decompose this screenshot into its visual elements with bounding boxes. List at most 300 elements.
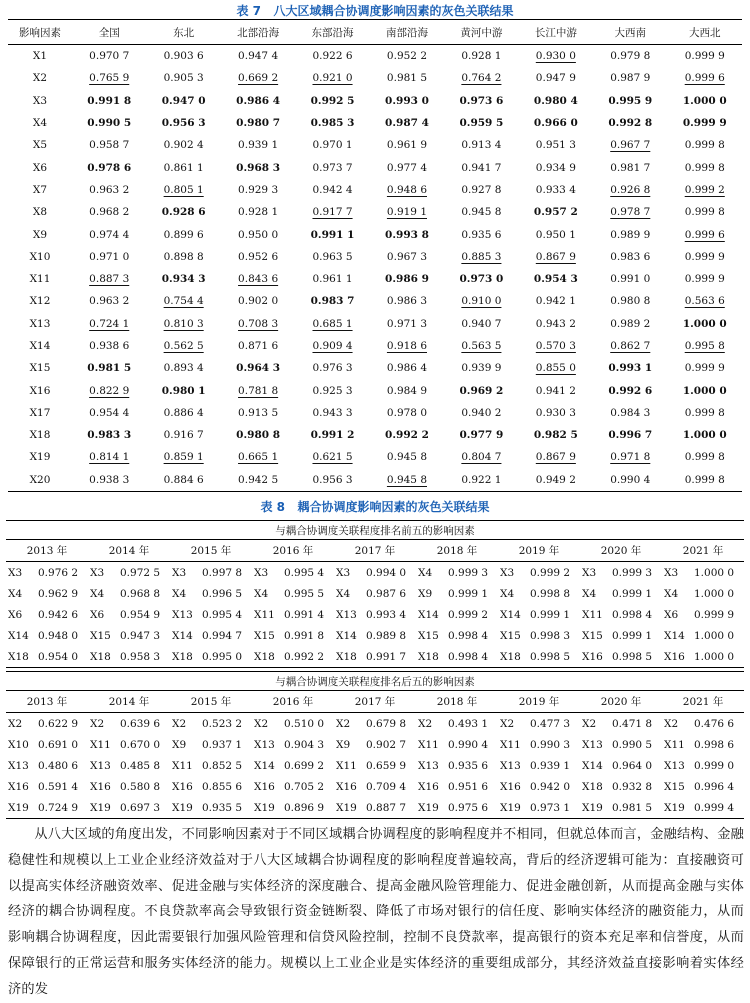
factor-label: X16 <box>254 780 275 793</box>
table-cell <box>593 402 667 424</box>
cell-value: 1.000 0 <box>682 94 727 107</box>
cell-value: 0.945 8 <box>461 206 502 219</box>
cell-value: 0.970 7 <box>89 50 130 63</box>
table-row <box>8 357 742 379</box>
cell-value: 0.999 1 <box>612 629 653 642</box>
table-cell <box>519 290 593 312</box>
cell-value: 0.947 0 <box>161 94 206 107</box>
year-header: 2017 年 <box>334 540 416 562</box>
cell-value: 0.994 0 <box>366 566 407 579</box>
table-row <box>6 734 744 755</box>
year-header: 2021 年 <box>662 691 744 713</box>
table-cell <box>146 179 220 201</box>
factor-label: X4 <box>336 587 351 600</box>
table-row <box>8 112 742 134</box>
cell-value: 1.000 0 <box>682 384 727 397</box>
year-header-row <box>6 691 744 713</box>
table-row <box>6 583 744 604</box>
cell-value: 0.998 5 <box>526 646 580 668</box>
table-cell <box>444 424 518 446</box>
table-cell <box>668 246 743 268</box>
cell-value: 0.969 2 <box>459 384 504 397</box>
cell-value: 0.976 3 <box>312 362 353 375</box>
table-cell <box>519 156 593 178</box>
table-cell <box>221 290 295 312</box>
year-header: 2016 年 <box>252 691 334 713</box>
table-row <box>6 646 744 668</box>
cell-value: 0.999 6 <box>684 228 725 241</box>
cell-value: 1.000 0 <box>694 566 735 579</box>
paragraph-text: 从八大区域的角度出发，不同影响因素对于不同区域耦合协调程度的影响程度并不相同，但就总体而言，金融结构、金融稳健性和规模以上工业企业经济效益对于八大区域耦合协调程度的影响程度普遍较高，背后的经济逻辑可能为：直接融资可以提高实体经济融资效率、促进金融与实体经济的深度融合、提高金融风险管理能力、促进金融创新，从而提高金融与实体经济的耦合协调程度。不良贷款率高会导致银行资金链断裂、降低了市场对银行的信任度、影响实体经济的融资能力，从而影响耦合协调程度，因此需要银行加强风险管理和信贷风险控制，控制不良贷款率，提高银行的资本充足率和信誉度，从而保障银行的正常运营和服务实体经济的能力。规模以上工业企业是实体经济的重要组成部分，其经济效益直接影响着实体经济的发 <box>8 827 744 997</box>
cell-value: 0.956 3 <box>312 473 353 486</box>
table-cell <box>72 290 146 312</box>
cell-value: 0.938 3 <box>89 473 130 486</box>
table-row <box>8 268 742 290</box>
table-cell <box>593 90 667 112</box>
cell-value: 0.947 9 <box>535 72 576 85</box>
year-header-row <box>6 540 744 562</box>
cell-value: 0.973 0 <box>459 273 504 286</box>
cell-value: 0.999 1 <box>448 587 489 600</box>
cell-value: 0.950 0 <box>238 228 279 241</box>
cell-value: 0.939 9 <box>461 362 502 375</box>
cell-value: 0.964 3 <box>236 362 281 375</box>
table-cell <box>519 223 593 245</box>
table-cell <box>519 179 593 201</box>
cell-value: 0.947 4 <box>238 50 279 63</box>
cell-value: 0.962 9 <box>38 587 79 600</box>
year-header: 2021 年 <box>662 540 744 562</box>
table-cell <box>444 112 518 134</box>
factor-label: X13 <box>254 738 275 751</box>
table8-caption <box>0 498 750 515</box>
factor-label: X9 <box>32 228 48 241</box>
table-cell <box>295 379 369 401</box>
year-header: 2018 年 <box>416 540 498 562</box>
cell-value: 0.699 2 <box>284 759 325 772</box>
cell-value: 1.000 0 <box>694 629 735 642</box>
factor-label: X11 <box>172 759 193 772</box>
cell-value: 0.992 2 <box>385 429 429 442</box>
table-cell <box>519 379 593 401</box>
cell-value: 0.954 9 <box>120 608 161 621</box>
factor-label: X2 <box>582 717 597 730</box>
table-cell <box>370 45 444 68</box>
cell-value: 0.476 6 <box>694 717 735 730</box>
cell-value: 0.943 2 <box>535 317 576 330</box>
year-header: 2020 年 <box>580 540 662 562</box>
cell-value: 0.939 1 <box>238 139 279 152</box>
factor-label: X4 <box>8 587 23 600</box>
factor-label: X15 <box>664 780 685 793</box>
cell-value: 0.968 8 <box>120 587 161 600</box>
year-header: 2015 年 <box>170 540 252 562</box>
cell-value: 0.973 6 <box>459 94 504 107</box>
cell-value: 0.971 0 <box>89 250 130 263</box>
cell-value: 0.999 8 <box>684 206 725 219</box>
table-cell <box>444 402 518 424</box>
cell-value: 0.862 7 <box>610 340 651 352</box>
cell-value: 0.937 1 <box>202 738 243 751</box>
cell-value: 0.570 3 <box>535 340 576 352</box>
table-cell <box>444 268 518 290</box>
table-cell <box>146 313 220 335</box>
table-cell <box>668 45 743 68</box>
table-cell <box>295 402 369 424</box>
table-cell <box>444 45 518 68</box>
cell-value: 0.471 8 <box>612 717 653 730</box>
factor-label: X18 <box>416 646 444 668</box>
table-cell <box>72 67 146 89</box>
cell-value: 0.976 2 <box>38 566 79 579</box>
cell-value: 0.952 2 <box>386 50 427 63</box>
factor-label: X1 <box>32 50 48 63</box>
cell-value: 0.977 9 <box>459 429 504 442</box>
table-cell <box>146 446 220 468</box>
cell-value: 0.998 8 <box>530 587 571 600</box>
table-cell <box>146 424 220 446</box>
factor-label: X19 <box>29 451 51 464</box>
table-cell <box>519 357 593 379</box>
cell-value: 0.754 4 <box>163 295 204 308</box>
table7-header-cell: 影响因素 <box>8 20 72 45</box>
table-cell <box>370 469 444 492</box>
table7-title: 八大区域耦合协调度影响因素的灰色关联结果 <box>273 4 514 18</box>
cell-value: 0.935 6 <box>461 228 502 241</box>
table-cell <box>593 134 667 156</box>
cell-value: 0.998 6 <box>694 738 735 751</box>
factor-label: X3 <box>172 566 187 579</box>
factor-label: X14 <box>172 629 193 642</box>
factor-label: X16 <box>29 384 51 397</box>
factor-label: X19 <box>252 797 280 819</box>
cell-value: 0.999 2 <box>530 566 571 579</box>
factor-label: X3 <box>664 566 679 579</box>
cell-value: 0.940 7 <box>461 317 502 330</box>
cell-value: 0.764 2 <box>461 72 502 85</box>
table-cell <box>146 45 220 68</box>
table7-header-row <box>8 20 742 45</box>
table-cell <box>593 246 667 268</box>
section-title: 与耦合协调度关联程度排名前五的影响因素 <box>6 521 744 540</box>
cell-value: 0.999 8 <box>684 406 725 419</box>
table-cell <box>370 313 444 335</box>
cell-value: 0.966 0 <box>533 117 578 130</box>
table7-header-cell: 南部沿海 <box>370 20 444 45</box>
factor-label: X2 <box>90 717 105 730</box>
table-row <box>8 223 742 245</box>
cell-value: 0.984 3 <box>610 406 651 419</box>
table-cell <box>146 156 220 178</box>
cell-value: 0.967 7 <box>610 139 651 152</box>
cell-value: 0.932 8 <box>612 780 653 793</box>
cell-value: 1.000 0 <box>694 587 735 600</box>
cell-value: 0.995 4 <box>202 608 243 621</box>
table-cell <box>295 469 369 492</box>
cell-value: 0.993 1 <box>608 362 653 375</box>
cell-value: 0.998 5 <box>608 646 662 668</box>
factor-label: X13 <box>664 759 685 772</box>
table-row <box>8 424 742 446</box>
cell-value: 0.999 3 <box>448 566 489 579</box>
table-cell <box>146 335 220 357</box>
cell-value: 0.971 8 <box>610 451 651 464</box>
factor-label: X14 <box>254 759 275 772</box>
cell-value: 0.930 0 <box>535 50 576 63</box>
table-cell <box>221 134 295 156</box>
table-row <box>8 402 742 424</box>
factor-label: X2 <box>172 717 187 730</box>
cell-value: 0.945 8 <box>386 451 427 464</box>
table-cell <box>295 424 369 446</box>
cell-value: 0.935 6 <box>448 759 489 772</box>
cell-value: 0.958 7 <box>89 139 130 152</box>
table-cell <box>370 379 444 401</box>
table-cell <box>370 268 444 290</box>
cell-value: 1.000 0 <box>690 646 744 668</box>
table-cell <box>668 402 743 424</box>
cell-value: 0.927 8 <box>461 183 502 196</box>
factor-label: X18 <box>334 646 362 668</box>
table-cell <box>72 246 146 268</box>
factor-label: X3 <box>8 566 23 579</box>
factor-label: X11 <box>664 738 685 751</box>
cell-value: 0.984 9 <box>386 384 427 397</box>
cell-value: 0.981 7 <box>610 161 651 174</box>
cell-value: 0.989 8 <box>366 629 407 642</box>
table-cell <box>72 424 146 446</box>
cell-value: 0.986 3 <box>386 295 427 308</box>
table-row <box>8 246 742 268</box>
cell-value: 0.563 6 <box>684 295 725 308</box>
cell-value: 0.990 4 <box>610 473 651 486</box>
table-cell <box>593 379 667 401</box>
cell-value: 0.980 8 <box>610 295 651 308</box>
cell-value: 0.977 4 <box>386 161 427 174</box>
cell-value: 0.992 6 <box>608 384 653 397</box>
factor-label: X4 <box>90 587 105 600</box>
cell-value: 0.986 4 <box>386 362 427 375</box>
factor-label: X6 <box>90 608 105 621</box>
cell-value: 0.987 9 <box>610 72 651 85</box>
cell-value: 0.902 7 <box>366 738 407 751</box>
factor-label: X16 <box>8 780 29 793</box>
factor-label: X4 <box>172 587 187 600</box>
table-row <box>8 469 742 492</box>
cell-value: 0.974 4 <box>89 228 130 241</box>
cell-value: 0.968 2 <box>89 206 130 219</box>
table-cell <box>444 290 518 312</box>
factor-label: X9 <box>172 738 187 751</box>
factor-label: X15 <box>29 362 51 375</box>
cell-value: 0.622 9 <box>38 717 79 730</box>
table-cell <box>444 134 518 156</box>
factor-label: X14 <box>29 340 51 352</box>
factor-label: X3 <box>90 566 105 579</box>
section-title: 与耦合协调度关联程度排名后五的影响因素 <box>6 672 744 691</box>
year-header: 2018 年 <box>416 691 498 713</box>
table-cell <box>444 90 518 112</box>
cell-value: 0.996 5 <box>202 587 243 600</box>
table-cell <box>519 45 593 68</box>
table-cell <box>668 469 743 492</box>
table-cell <box>370 134 444 156</box>
factor-label: X11 <box>418 738 439 751</box>
table-cell <box>295 201 369 223</box>
table-cell <box>519 335 593 357</box>
factor-label: X3 <box>582 566 597 579</box>
factor-label: X3 <box>500 566 515 579</box>
cell-value: 0.922 6 <box>312 50 353 63</box>
factor-label: X16 <box>90 780 111 793</box>
table-cell <box>519 246 593 268</box>
cell-value: 1.000 0 <box>682 317 727 330</box>
table-cell <box>370 156 444 178</box>
cell-value: 0.951 6 <box>448 780 489 793</box>
factor-label: X11 <box>500 738 521 751</box>
table7-header-cell: 东北 <box>146 20 220 45</box>
table-cell <box>295 67 369 89</box>
factor-label: X11 <box>90 738 111 751</box>
cell-value: 0.999 6 <box>684 72 725 85</box>
table-cell <box>72 134 146 156</box>
cell-value: 0.917 7 <box>312 206 353 219</box>
table-row <box>8 446 742 468</box>
factor-label: X9 <box>418 587 433 600</box>
cell-value: 0.942 6 <box>38 608 79 621</box>
table-cell <box>295 357 369 379</box>
table-cell <box>72 45 146 68</box>
table-cell <box>519 424 593 446</box>
cell-value: 0.956 3 <box>161 117 206 130</box>
table-cell <box>146 246 220 268</box>
cell-value: 0.926 8 <box>610 183 651 196</box>
cell-value: 0.954 4 <box>89 406 130 419</box>
cell-value: 0.995 8 <box>684 340 725 352</box>
year-header: 2013 年 <box>6 691 88 713</box>
cell-value: 0.999 9 <box>684 362 725 375</box>
factor-label: X19 <box>6 797 34 819</box>
table-cell <box>221 179 295 201</box>
cell-value: 0.919 1 <box>386 206 427 219</box>
cell-value: 0.991 1 <box>310 228 355 241</box>
table-cell <box>146 201 220 223</box>
cell-value: 0.485 8 <box>120 759 161 772</box>
table-cell <box>444 246 518 268</box>
cell-value: 0.814 1 <box>89 451 130 464</box>
table-cell <box>72 357 146 379</box>
table-cell <box>668 424 743 446</box>
table-row <box>8 156 742 178</box>
cell-value: 0.989 9 <box>610 228 651 241</box>
cell-value: 0.910 0 <box>461 295 502 308</box>
cell-value: 0.968 3 <box>236 161 281 174</box>
cell-value: 0.999 2 <box>448 608 489 621</box>
cell-value: 0.998 4 <box>444 646 498 668</box>
table-cell <box>444 201 518 223</box>
cell-value: 0.934 3 <box>161 273 206 286</box>
cell-value: 0.669 2 <box>238 72 279 85</box>
factor-label: X13 <box>336 608 357 621</box>
table-cell <box>221 313 295 335</box>
table-cell <box>444 335 518 357</box>
cell-value: 0.970 1 <box>312 139 353 152</box>
factor-label: X4 <box>418 566 433 579</box>
table-cell <box>295 268 369 290</box>
factor-label: X11 <box>254 608 275 621</box>
cell-value: 0.975 6 <box>444 797 498 819</box>
table-row <box>8 179 742 201</box>
cell-value: 0.887 7 <box>362 797 416 819</box>
cell-value: 0.973 1 <box>526 797 580 819</box>
table-cell <box>444 357 518 379</box>
cell-value: 0.959 5 <box>459 117 504 130</box>
cell-value: 0.942 4 <box>312 183 353 196</box>
cell-value: 0.705 2 <box>284 780 325 793</box>
table-cell <box>593 335 667 357</box>
table8-title: 耦合协调度影响因素的灰色关联结果 <box>297 500 490 514</box>
table-cell <box>72 201 146 223</box>
factor-label: X14 <box>664 629 685 642</box>
table-row <box>8 379 742 401</box>
cell-value: 0.992 8 <box>608 117 653 130</box>
cell-value: 0.781 8 <box>238 384 279 397</box>
table-cell <box>221 246 295 268</box>
cell-value: 0.493 1 <box>448 717 489 730</box>
table-cell <box>221 201 295 223</box>
factor-label: X19 <box>498 797 526 819</box>
factor-label: X2 <box>8 717 23 730</box>
factor-label: X3 <box>336 566 351 579</box>
table8-bottom-five <box>6 671 744 819</box>
cell-value: 0.685 1 <box>312 317 353 330</box>
factor-label: X16 <box>662 646 690 668</box>
table-cell <box>444 67 518 89</box>
table-cell <box>72 446 146 468</box>
table-cell <box>370 446 444 468</box>
cell-value: 0.902 0 <box>238 295 279 308</box>
table-cell <box>370 335 444 357</box>
table-cell <box>295 246 369 268</box>
table-cell <box>146 223 220 245</box>
factor-label: X4 <box>500 587 515 600</box>
cell-value: 0.913 5 <box>238 406 279 419</box>
table-cell <box>295 45 369 68</box>
cell-value: 0.999 9 <box>684 250 725 263</box>
table-cell <box>668 446 743 468</box>
cell-value: 0.978 7 <box>610 206 651 219</box>
cell-value: 0.990 4 <box>448 738 489 751</box>
table-cell <box>519 112 593 134</box>
year-header: 2016 年 <box>252 540 334 562</box>
cell-value: 0.991 8 <box>87 94 132 107</box>
cell-value: 0.998 3 <box>530 629 571 642</box>
cell-value: 0.855 6 <box>202 780 243 793</box>
factor-label: X15 <box>90 629 111 642</box>
table-cell <box>668 379 743 401</box>
cell-value: 0.810 3 <box>163 317 204 330</box>
cell-value: 0.928 1 <box>461 50 502 63</box>
table-cell <box>221 469 295 492</box>
cell-value: 0.922 1 <box>461 473 502 486</box>
factor-label: X16 <box>172 780 193 793</box>
year-header: 2019 年 <box>498 540 580 562</box>
cell-value: 0.998 4 <box>448 629 489 642</box>
factor-label: X9 <box>336 738 351 751</box>
factor-label: X4 <box>664 587 679 600</box>
factor-label: X11 <box>29 273 51 286</box>
table-cell <box>519 67 593 89</box>
